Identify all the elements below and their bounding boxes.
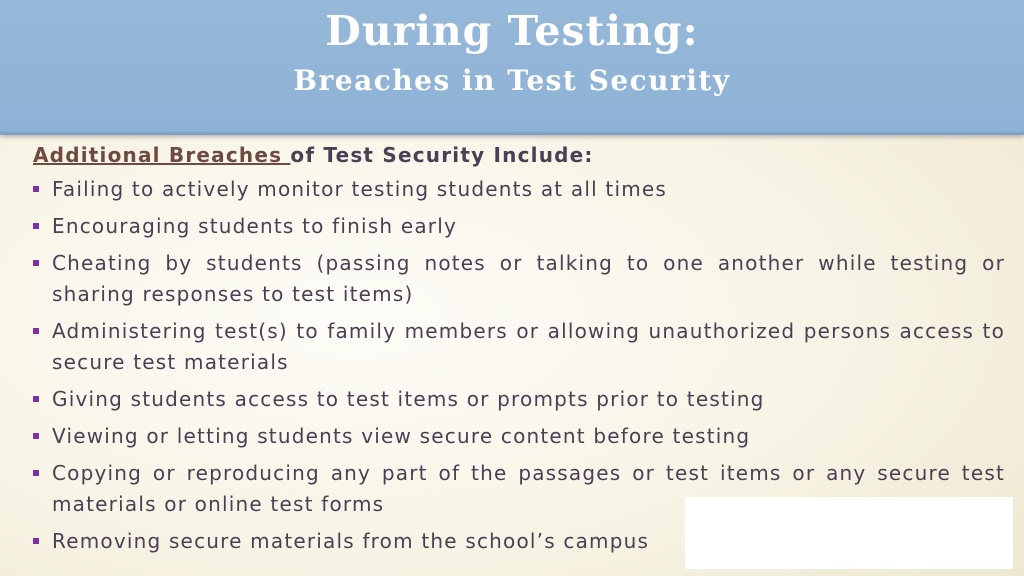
square-bullet-icon: [33, 223, 39, 229]
list-item-text: Viewing or letting students view secure content before testing: [52, 424, 751, 448]
intro-line: [33, 142, 1005, 168]
blank-cover-box: [685, 497, 1013, 569]
list-item-text: Giving students access to test items or prompts prior to testing: [52, 387, 765, 411]
list-item-text: Cheating by students (passing notes or talking to one another while testing or sharing responses to test items): [52, 251, 1005, 306]
square-bullet-icon: [33, 186, 39, 192]
slide-title: During Testing:: [325, 7, 699, 55]
square-bullet-icon: [33, 396, 39, 402]
list-item-text: Removing secure materials from the school’s campus: [52, 529, 650, 553]
square-bullet-icon: [33, 260, 39, 266]
square-bullet-icon: [33, 470, 39, 476]
intro-emphasis: Additional Breaches: [33, 143, 291, 167]
intro-rest: of Test Security Include:: [290, 143, 594, 167]
list-item: [33, 421, 1005, 452]
list-item-text: Administering test(s) to family members or allowing unauthorized persons access to secure test materials: [52, 319, 1005, 374]
list-item-text: Copying or reproducing any part of the passages or test items or any secure test materials or online test forms: [52, 461, 1005, 516]
title-banner: [0, 0, 1024, 135]
slide-subtitle: Breaches in Test Security: [293, 64, 731, 97]
list-item: [33, 211, 1005, 242]
list-item: [33, 316, 1005, 378]
list-item: [33, 248, 1005, 310]
list-item-text: Encouraging students to finish early: [52, 214, 458, 238]
list-item: [33, 384, 1005, 415]
square-bullet-icon: [33, 328, 39, 334]
square-bullet-icon: [33, 538, 39, 544]
list-item: [33, 174, 1005, 205]
list-item-text: Failing to actively monitor testing students at all times: [52, 177, 668, 201]
square-bullet-icon: [33, 433, 39, 439]
